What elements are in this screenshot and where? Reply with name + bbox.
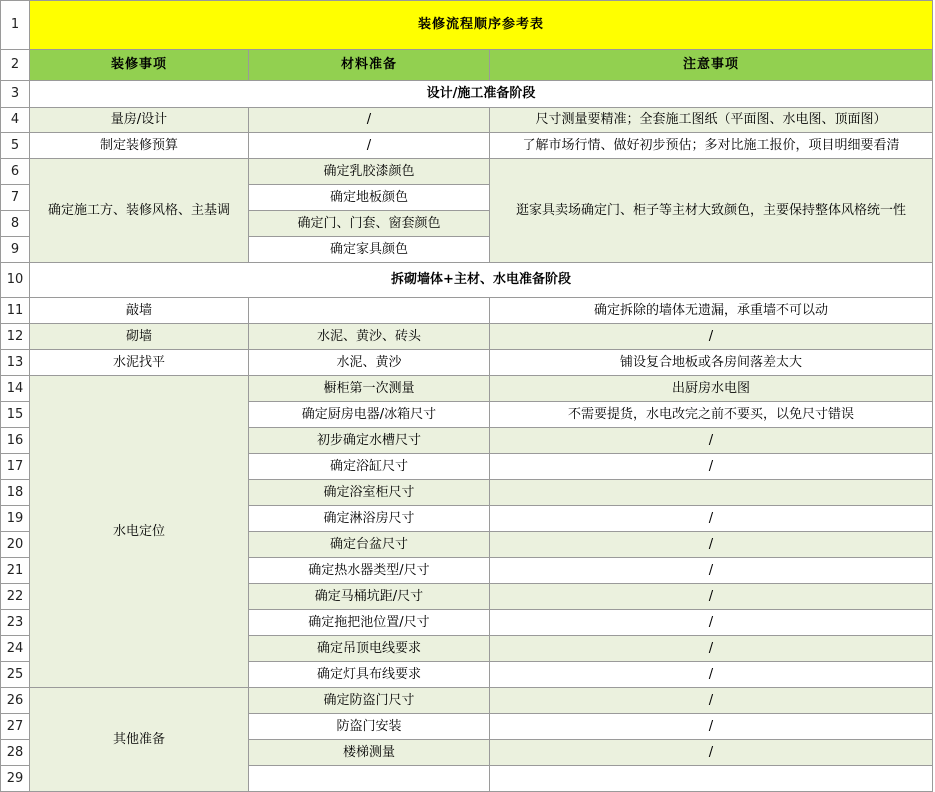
cell-note[interactable]: / [490,454,933,480]
cell-item[interactable]: 水泥找平 [30,350,249,376]
table-row [1,688,933,714]
row-number[interactable]: 11 [1,298,30,324]
cell-material[interactable]: 确定家具颜色 [249,237,490,263]
row-number[interactable]: 3 [1,81,30,108]
cell-material[interactable]: 确定热水器类型/尺寸 [249,558,490,584]
cell-material[interactable]: 初步确定水槽尺寸 [249,428,490,454]
cell-note[interactable]: / [490,428,933,454]
table-title[interactable]: 装修流程顺序参考表 [30,1,933,50]
cell-material[interactable]: 确定门、门套、窗套颜色 [249,211,490,237]
row-number[interactable]: 12 [1,324,30,350]
row-number[interactable]: 9 [1,237,30,263]
cell-note[interactable]: / [490,688,933,714]
header-material[interactable]: 材料准备 [249,50,490,81]
row-number[interactable]: 5 [1,133,30,159]
cell-material[interactable]: 水泥、黄沙 [249,350,490,376]
cell-note[interactable]: / [490,740,933,766]
row-number[interactable]: 1 [1,1,30,50]
cell-note[interactable]: / [490,662,933,688]
cell-note[interactable]: 不需要提货，水电改完之前不要买，以免尺寸错误 [490,402,933,428]
section-title-demo[interactable]: 拆砌墙体+主材、水电准备阶段 [30,263,933,298]
row-number[interactable]: 25 [1,662,30,688]
cell-material[interactable]: 防盗门安装 [249,714,490,740]
row-number[interactable]: 10 [1,263,30,298]
cell-note[interactable]: 了解市场行情、做好初步预估；多对比施工报价，项目明细要看清 [490,133,933,159]
cell-material[interactable]: 确定厨房电器/冰箱尺寸 [249,402,490,428]
cell-note[interactable]: / [490,506,933,532]
header-note[interactable]: 注意事项 [490,50,933,81]
cell-material[interactable]: 确定防盗门尺寸 [249,688,490,714]
cell-material[interactable]: 确定台盆尺寸 [249,532,490,558]
row-number[interactable]: 27 [1,714,30,740]
cell-item[interactable]: 敲墙 [30,298,249,324]
cell-note[interactable] [490,480,933,506]
row-number[interactable]: 26 [1,688,30,714]
table-row [1,159,933,185]
row-number[interactable]: 22 [1,584,30,610]
row-number[interactable]: 8 [1,211,30,237]
row-number[interactable]: 4 [1,108,30,133]
cell-item-merged[interactable]: 确定施工方、装修风格、主基调 [30,159,249,263]
table-row [1,133,933,159]
cell-item[interactable]: 制定装修预算 [30,133,249,159]
cell-material[interactable] [249,298,490,324]
cell-material[interactable]: 确定淋浴房尺寸 [249,506,490,532]
header-item[interactable]: 装修事项 [30,50,249,81]
cell-material[interactable]: 楼梯测量 [249,740,490,766]
table-row [1,298,933,324]
cell-note[interactable]: / [490,610,933,636]
row-number[interactable]: 28 [1,740,30,766]
cell-item[interactable]: 量房/设计 [30,108,249,133]
cell-note[interactable]: / [490,636,933,662]
cell-material[interactable]: 确定马桶坑距/尺寸 [249,584,490,610]
cell-material[interactable] [249,766,490,792]
cell-material[interactable]: 水泥、黄沙、砖头 [249,324,490,350]
row-number[interactable]: 20 [1,532,30,558]
sheet-row [1,81,933,108]
row-number[interactable]: 19 [1,506,30,532]
row-number[interactable]: 21 [1,558,30,584]
cell-material[interactable]: 确定吊顶电线要求 [249,636,490,662]
row-number[interactable]: 2 [1,50,30,81]
table-row [1,108,933,133]
row-number[interactable]: 24 [1,636,30,662]
cell-note[interactable]: / [490,324,933,350]
cell-note-merged[interactable]: 逛家具卖场确定门、柜子等主材大致颜色，主要保持整体风格统一性 [490,159,933,263]
table-row [1,376,933,402]
row-number[interactable]: 17 [1,454,30,480]
row-number[interactable]: 16 [1,428,30,454]
table-row [1,324,933,350]
section-title-prep[interactable]: 设计/施工准备阶段 [30,81,933,108]
cell-note[interactable]: / [490,558,933,584]
cell-material[interactable]: / [249,133,490,159]
row-number[interactable]: 14 [1,376,30,402]
cell-material[interactable]: 确定灯具布线要求 [249,662,490,688]
cell-item-merged[interactable]: 其他准备 [30,688,249,792]
cell-material[interactable]: 橱柜第一次测量 [249,376,490,402]
row-number[interactable]: 15 [1,402,30,428]
row-number[interactable]: 6 [1,159,30,185]
sheet-row [1,50,933,81]
cell-material[interactable]: 确定拖把池位置/尺寸 [249,610,490,636]
cell-material[interactable]: 确定乳胶漆颜色 [249,159,490,185]
cell-note[interactable]: 出厨房水电图 [490,376,933,402]
row-number[interactable]: 29 [1,766,30,792]
row-number[interactable]: 7 [1,185,30,211]
cell-item-merged[interactable]: 水电定位 [30,376,249,688]
cell-note[interactable]: / [490,584,933,610]
cell-note[interactable]: 铺设复合地板或各房间落差太大 [490,350,933,376]
cell-material[interactable]: / [249,108,490,133]
cell-note[interactable]: 尺寸测量要精准；全套施工图纸（平面图、水电图、顶面图） [490,108,933,133]
cell-material[interactable]: 确定浴缸尺寸 [249,454,490,480]
row-number[interactable]: 13 [1,350,30,376]
cell-material[interactable]: 确定浴室柜尺寸 [249,480,490,506]
cell-note[interactable] [490,766,933,792]
cell-note[interactable]: / [490,714,933,740]
sheet-row [1,263,933,298]
cell-note[interactable]: 确定拆除的墙体无遗漏，承重墙不可以动 [490,298,933,324]
sheet-row [1,1,933,50]
cell-item[interactable]: 砌墙 [30,324,249,350]
cell-note[interactable]: / [490,532,933,558]
cell-material[interactable]: 确定地板颜色 [249,185,490,211]
row-number[interactable]: 18 [1,480,30,506]
row-number[interactable]: 23 [1,610,30,636]
table-row [1,350,933,376]
